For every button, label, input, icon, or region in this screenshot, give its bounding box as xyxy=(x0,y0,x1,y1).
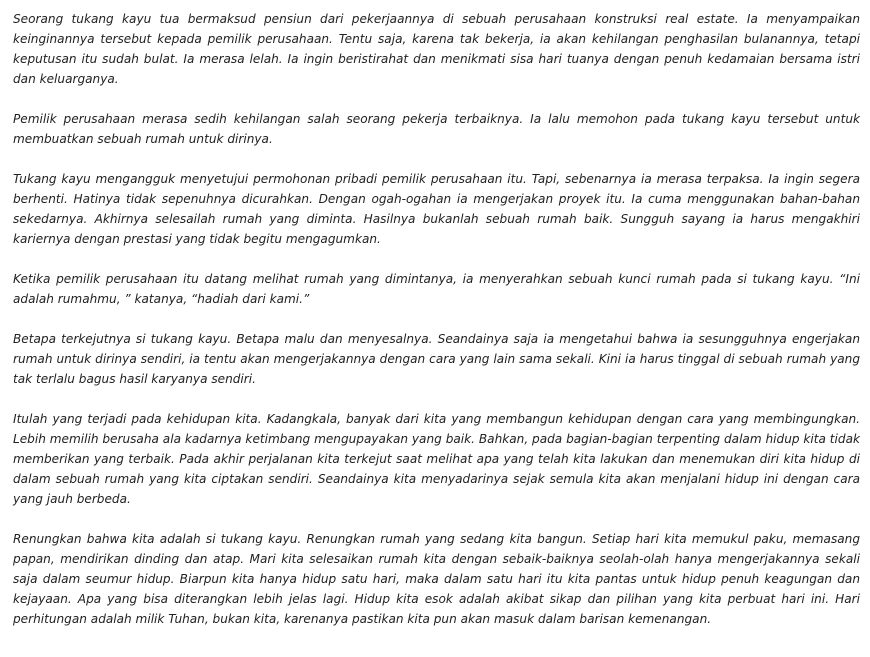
paragraph-5: Betapa terkejutnya si tukang kayu. Betapa malu dan menyesalnya. Seandainya saja ia mengetahui bahwa ia sesungguhnya engerjakan rumah untuk dirinya sendiri, ia tentu akan mengerjakannya dengan cara yang lain sama sekali. Kini ia harus tinggal di sebuah rumah yang tak terlalu bagus hasil karyanya sendiri. xyxy=(13,332,860,386)
paragraph-3: Tukang kayu mengangguk menyetujui permohonan pribadi pemilik perusahaan itu. Tapi, sebenarnya ia merasa terpaksa. Ia ingin segera berhenti. Hatinya tidak sepenuhnya dicurahkan. Dengan ogah-ogahan ia mengerjakan proyek itu. Ia cuma menggunakan bahan-bahan sekedarnya. Akhirnya selesailah rumah yang diminta. Hasilnya bukanlah sebuah rumah baik. Sungguh sayang ia harus mengakhiri kariernya dengan prestasi yang tidak begitu mengagumkan. xyxy=(13,172,860,246)
paragraph-7: Renungkan bahwa kita adalah si tukang kayu. Renungkan rumah yang sedang kita bangun. Setiap hari kita memukul paku, memasang papan, mendirikan dinding dan atap. Mari kita selesaikan rumah kita dengan sebaik-baiknya seolah-olah hanya mengerjakannya sekali saja dalam seumur hidup. Biarpun kita hanya hidup satu hari, maka dalam satu hari itu kita pantas untuk hidup penuh keagungan dan kejayaan. Apa yang bisa diterangkan lebih jelas lagi. Hidup kita esok adalah akibat sikap dan pilihan yang kita perbuat hari ini. Hari perhitungan adalah milik Tuhan, bukan kita, karenanya pastikan kita pun akan masuk dalam barisan kemenangan. xyxy=(13,532,860,626)
paragraph-4: Ketika pemilik perusahaan itu datang melihat rumah yang dimintanya, ia menyerahkan sebuah kunci rumah pada si tukang kayu. “Ini adalah rumahmu, ” katanya, “hadiah dari kami.” xyxy=(13,272,860,306)
paragraph-2: Pemilik perusahaan merasa sedih kehilangan salah seorang pekerja terbaiknya. Ia lalu memohon pada tukang kayu tersebut untuk membuatkan sebuah rumah untuk dirinya. xyxy=(13,112,860,146)
paragraph-6: Itulah yang terjadi pada kehidupan kita. Kadangkala, banyak dari kita yang membangun kehidupan dengan cara yang membingungkan. Lebih memilih berusaha ala kadarnya ketimbang mengupayakan yang baik. Bahkan, pada bagian-bagian terpenting dalam hidup kita tidak memberikan yang terbaik. Pada akhir perjalanan kita terkejut saat melihat apa yang telah kita lakukan dan menemukan diri kita hidup di dalam sebuah rumah yang kita ciptakan sendiri. Seandainya kita menyadarinya sejak semula kita akan menjalani hidup ini dengan cara yang jauh berbeda. xyxy=(13,412,860,506)
paragraph-1: Seorang tukang kayu tua bermaksud pensiun dari pekerjaannya di sebuah perusahaan konstruksi real estate. Ia menyampaikan keinginannya tersebut kepada pemilik perusahaan. Tentu saja, karena tak bekerja, ia akan kehilangan penghasilan bulanannya, tetapi keputusan itu sudah bulat. Ia merasa lelah. Ia ingin beristirahat dan menikmati sisa hari tuanya dengan penuh kedamaian bersama istri dan keluarganya. xyxy=(13,12,860,86)
